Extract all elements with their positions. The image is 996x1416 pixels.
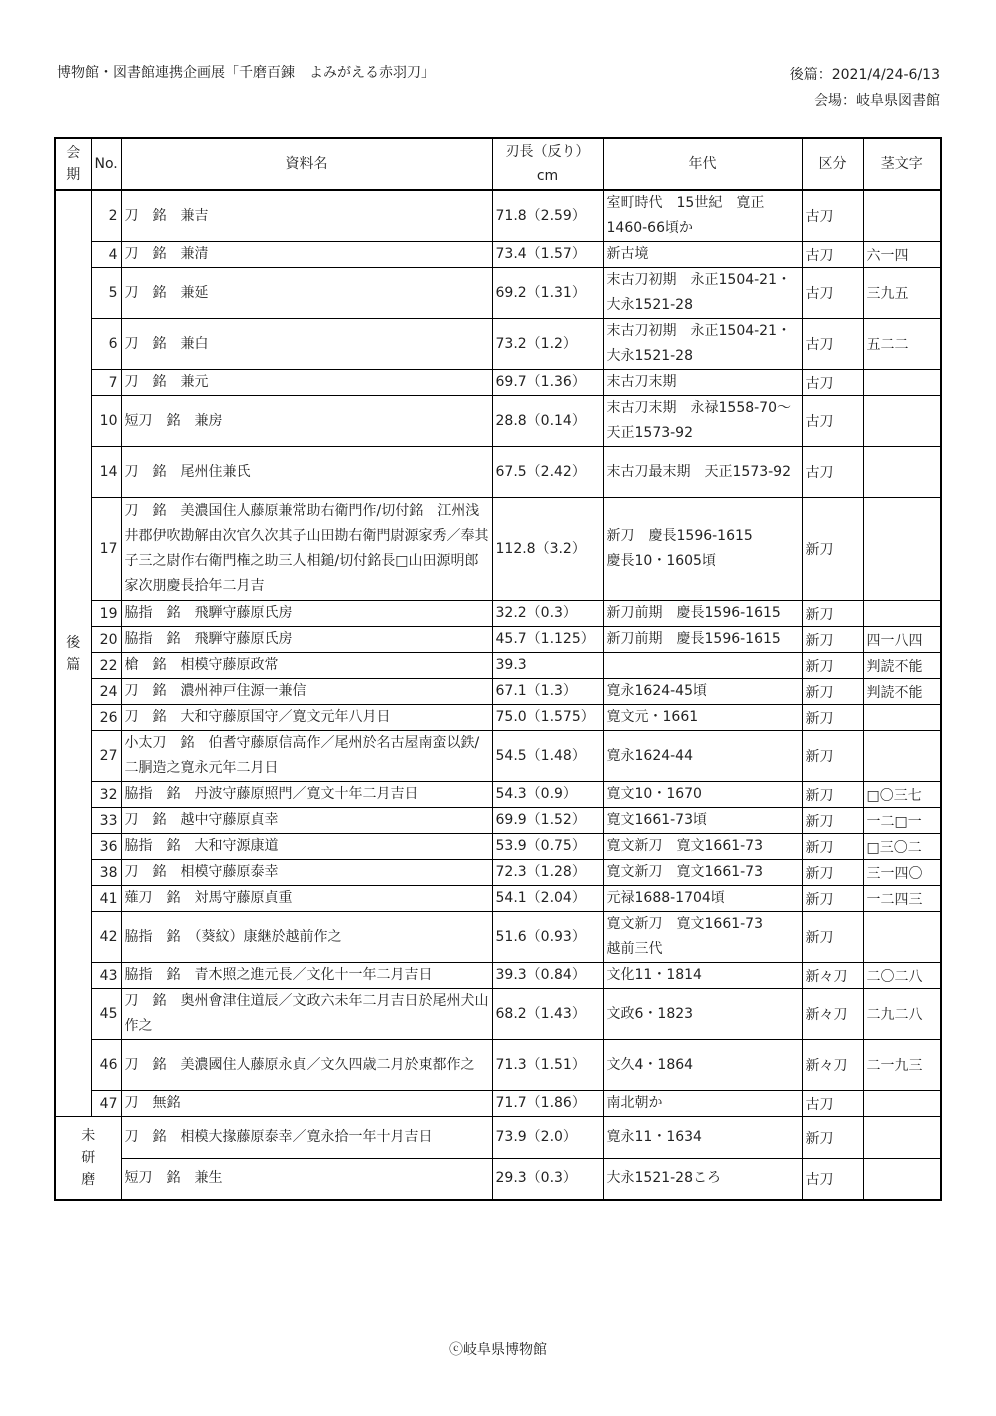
- col-session-label: 会期: [66, 144, 81, 183]
- table-row: [55, 834, 941, 860]
- row-era: 新古境: [603, 242, 802, 268]
- table-row: [55, 731, 941, 782]
- row-name: 刀 銘 兼清: [121, 242, 492, 268]
- session-label: 後篇: [66, 634, 81, 673]
- row-no: 7: [91, 370, 121, 396]
- row-length: 73.2（1.2）: [492, 319, 603, 370]
- row-name: 脇指 銘 飛騨守藤原氏房: [121, 601, 492, 627]
- row-name: 刀 銘 美濃国住人藤原兼常助右衛門作/切付銘 江州浅井郡伊吹勘解由次官久次其子山田勘右衛門尉源家秀／奉其子三之尉作右衛門権之助三人相鎚/切付銘長□山田源明郎家次朋慶長拾年二月吉: [121, 498, 492, 601]
- row-no: 45: [91, 989, 121, 1040]
- row-name: 刀 無銘: [121, 1091, 492, 1117]
- table-row: [55, 705, 941, 731]
- row-name: 小太刀 銘 伯耆守藤原信高作／尾州於名古屋南蛮以鉄/二胴造之寛永元年二月日: [121, 731, 492, 782]
- row-length: 72.3（1.28）: [492, 860, 603, 886]
- row-era: 文政6・1823: [603, 989, 802, 1040]
- row-category: 古刀: [802, 447, 863, 498]
- table-row: [55, 1117, 941, 1159]
- unpolished-label: 未研磨: [81, 1127, 96, 1188]
- row-name: 脇指 銘 丹波守藤原照門／寛文十年二月吉日: [121, 782, 492, 808]
- row-era: 寛永1624-45頃: [603, 679, 802, 705]
- row-length: 71.8（2.59）: [492, 190, 603, 242]
- row-kanji: [863, 1117, 941, 1159]
- row-era: 元禄1688-1704頃: [603, 886, 802, 912]
- row-length: 53.9（0.75）: [492, 834, 603, 860]
- row-category: 古刀: [802, 190, 863, 242]
- col-length: [492, 138, 603, 190]
- row-kanji: [863, 1091, 941, 1117]
- table-row: [55, 242, 941, 268]
- row-length: 45.7（1.125）: [492, 627, 603, 653]
- row-no: 42: [91, 912, 121, 963]
- row-kanji: [863, 731, 941, 782]
- row-length: 69.2（1.31）: [492, 268, 603, 319]
- row-kanji: 五二二: [863, 319, 941, 370]
- row-era: 寛文元・1661: [603, 705, 802, 731]
- row-era: 末古刀初期 永正1504-21・大永1521-28: [603, 268, 802, 319]
- row-no: 32: [91, 782, 121, 808]
- table-row: [55, 601, 941, 627]
- row-no: 14: [91, 447, 121, 498]
- row-category: 新刀: [802, 912, 863, 963]
- row-length: 75.0（1.575）: [492, 705, 603, 731]
- row-era: 寛永11・1634: [603, 1117, 802, 1159]
- row-length: 73.9（2.0）: [492, 1117, 603, 1159]
- row-era: 寛文10・1670: [603, 782, 802, 808]
- row-name: 刀 銘 奥州會津住道辰／文政六未年二月吉日於尾州犬山作之: [121, 989, 492, 1040]
- row-era: [603, 653, 802, 679]
- row-kanji: [863, 601, 941, 627]
- exhibition-period: 後篇：2021/4/24-6/13: [789, 67, 940, 83]
- row-length: 68.2（1.43）: [492, 989, 603, 1040]
- row-category: 新刀: [802, 601, 863, 627]
- row-kanji: [863, 705, 941, 731]
- col-no: No.: [91, 138, 121, 190]
- row-category: 新刀: [802, 782, 863, 808]
- row-length: 71.3（1.51）: [492, 1040, 603, 1091]
- row-length: 51.6（0.93）: [492, 912, 603, 963]
- col-era: 年代: [603, 138, 802, 190]
- row-name: 刀 銘 美濃國住人藤原永貞／文久四歳二月於東都作之: [121, 1040, 492, 1091]
- row-name: 槍 銘 相模守藤原政常: [121, 653, 492, 679]
- row-era: 寛文新刀 寛文1661-73 越前三代: [603, 912, 802, 963]
- row-kanji: [863, 370, 941, 396]
- row-kanji: 判読不能: [863, 653, 941, 679]
- row-kanji: [863, 396, 941, 447]
- row-kanji: 二〇二八: [863, 963, 941, 989]
- col-length-unit: cm: [536, 168, 559, 184]
- table-row: [55, 886, 941, 912]
- row-no: 24: [91, 679, 121, 705]
- row-era: 寛文新刀 寛文1661-73: [603, 834, 802, 860]
- row-length: 29.3（0.3）: [492, 1159, 603, 1200]
- row-category: 古刀: [802, 1159, 863, 1200]
- row-category: 新刀: [802, 627, 863, 653]
- row-length: 28.8（0.14）: [492, 396, 603, 447]
- row-name: 刀 銘 兼吉: [121, 190, 492, 242]
- row-category: 新々刀: [802, 1040, 863, 1091]
- table-row: [55, 319, 941, 370]
- row-kanji: 四一八四: [863, 627, 941, 653]
- row-no: 46: [91, 1040, 121, 1091]
- row-era: 新刀前期 慶長1596-1615: [603, 601, 802, 627]
- row-kanji: 二九二八: [863, 989, 941, 1040]
- row-no: 17: [91, 498, 121, 601]
- row-name: 短刀 銘 兼房: [121, 396, 492, 447]
- row-kanji: 六一四: [863, 242, 941, 268]
- row-category: 新刀: [802, 886, 863, 912]
- table-row: [55, 190, 941, 242]
- row-name: 脇指 銘 青木照之進元長／文化十一年二月吉日: [121, 963, 492, 989]
- table-row: [55, 268, 941, 319]
- row-kanji: [863, 912, 941, 963]
- sword-list-table: [54, 137, 942, 1201]
- row-category: 新刀: [802, 679, 863, 705]
- row-length: 39.3（0.84）: [492, 963, 603, 989]
- row-era: 末古刀最末期 天正1573-92: [603, 447, 802, 498]
- row-name: 薙刀 銘 対馬守藤原貞重: [121, 886, 492, 912]
- row-category: 新刀: [802, 705, 863, 731]
- row-no: 43: [91, 963, 121, 989]
- row-category: 新刀: [802, 834, 863, 860]
- row-kanji: 三一四〇: [863, 860, 941, 886]
- session-cell: [55, 190, 91, 1117]
- table-row: [55, 1040, 941, 1091]
- row-name: 刀 銘 濃州神戸住源一兼信: [121, 679, 492, 705]
- row-name: 刀 銘 尾州住兼氏: [121, 447, 492, 498]
- row-category: 新刀: [802, 498, 863, 601]
- row-no: 41: [91, 886, 121, 912]
- exhibition-venue: 会場：岐阜県図書館: [814, 93, 940, 109]
- row-era: 室町時代 15世紀 寛正1460-66頃か: [603, 190, 802, 242]
- row-era: 末古刀末期: [603, 370, 802, 396]
- row-kanji: [863, 498, 941, 601]
- row-category: 新々刀: [802, 989, 863, 1040]
- row-length: 67.1（1.3）: [492, 679, 603, 705]
- row-name: 脇指 銘 （葵紋）康継於越前作之: [121, 912, 492, 963]
- col-session: [55, 138, 91, 190]
- row-length: 112.8（3.2）: [492, 498, 603, 601]
- table-row: [55, 679, 941, 705]
- row-era: 大永1521-28ころ: [603, 1159, 802, 1200]
- row-length: 54.5（1.48）: [492, 731, 603, 782]
- row-era: 末古刀末期 永禄1558-70～天正1573-92: [603, 396, 802, 447]
- row-category: 新々刀: [802, 963, 863, 989]
- row-name: 脇指 銘 飛騨守藤原氏房: [121, 627, 492, 653]
- row-category: 古刀: [802, 268, 863, 319]
- row-era: 寛文新刀 寛文1661-73: [603, 860, 802, 886]
- row-kanji: □〇三七: [863, 782, 941, 808]
- row-length: 54.3（0.9）: [492, 782, 603, 808]
- row-name: 刀 銘 相模守藤原泰幸: [121, 860, 492, 886]
- row-category: 新刀: [802, 653, 863, 679]
- table-body: [55, 190, 941, 1200]
- row-length: 54.1（2.04）: [492, 886, 603, 912]
- table-row: [55, 808, 941, 834]
- row-name: 刀 銘 兼元: [121, 370, 492, 396]
- row-no: 33: [91, 808, 121, 834]
- row-no: 4: [91, 242, 121, 268]
- table-row: [55, 1159, 941, 1200]
- row-kanji: 判読不能: [863, 679, 941, 705]
- row-kanji: [863, 1159, 941, 1200]
- table-row: [55, 782, 941, 808]
- row-category: 新刀: [802, 808, 863, 834]
- row-category: 新刀: [802, 860, 863, 886]
- row-no: 22: [91, 653, 121, 679]
- row-category: 古刀: [802, 1091, 863, 1117]
- row-era: 文久4・1864: [603, 1040, 802, 1091]
- col-category: 区分: [802, 138, 863, 190]
- table-row: [55, 370, 941, 396]
- row-kanji: 一二四三: [863, 886, 941, 912]
- table-row: [55, 396, 941, 447]
- row-name: 刀 銘 兼白: [121, 319, 492, 370]
- row-no: 38: [91, 860, 121, 886]
- row-no: 26: [91, 705, 121, 731]
- row-name: 刀 銘 兼延: [121, 268, 492, 319]
- row-era: 寛文1661-73頃: [603, 808, 802, 834]
- row-era: 新刀 慶長1596-1615 慶長10・1605頃: [603, 498, 802, 601]
- table-row: [55, 963, 941, 989]
- row-name: 刀 銘 相模大掾藤原泰幸／寛永拾一年十月吉日: [121, 1117, 492, 1159]
- row-length: 32.2（0.3）: [492, 601, 603, 627]
- table-header-row: [55, 138, 941, 190]
- row-kanji: 二一九三: [863, 1040, 941, 1091]
- row-kanji: [863, 447, 941, 498]
- row-era: 南北朝か: [603, 1091, 802, 1117]
- col-length-label: 刃長（反り）: [505, 144, 590, 160]
- col-name: 資料名: [121, 138, 492, 190]
- row-era: 新刀前期 慶長1596-1615: [603, 627, 802, 653]
- table-row: [55, 498, 941, 601]
- row-category: 古刀: [802, 242, 863, 268]
- row-no: 19: [91, 601, 121, 627]
- row-era: 末古刀初期 永正1504-21・大永1521-28: [603, 319, 802, 370]
- row-length: 73.4（1.57）: [492, 242, 603, 268]
- row-name: 刀 銘 大和守藤原国守／寛文元年八月日: [121, 705, 492, 731]
- row-no: 20: [91, 627, 121, 653]
- table-row: [55, 912, 941, 963]
- row-no: 10: [91, 396, 121, 447]
- row-name: 脇指 銘 大和守源康道: [121, 834, 492, 860]
- unpolished-cell: [55, 1117, 121, 1200]
- row-length: 71.7（1.86）: [492, 1091, 603, 1117]
- row-no: 47: [91, 1091, 121, 1117]
- row-name: 短刀 銘 兼生: [121, 1159, 492, 1200]
- row-no: 36: [91, 834, 121, 860]
- row-category: 新刀: [802, 1117, 863, 1159]
- row-category: 新刀: [802, 731, 863, 782]
- row-category: 古刀: [802, 370, 863, 396]
- row-length: 39.3: [492, 653, 603, 679]
- row-length: 69.9（1.52）: [492, 808, 603, 834]
- row-kanji: [863, 190, 941, 242]
- table-row: [55, 653, 941, 679]
- table-row: [55, 1091, 941, 1117]
- row-category: 古刀: [802, 396, 863, 447]
- col-kanji: 茎文字: [863, 138, 941, 190]
- row-no: 5: [91, 268, 121, 319]
- table-row: [55, 989, 941, 1040]
- row-no: 2: [91, 190, 121, 242]
- row-kanji: □三〇二: [863, 834, 941, 860]
- row-length: 67.5（2.42）: [492, 447, 603, 498]
- row-era: 寛永1624-44: [603, 731, 802, 782]
- row-era: 文化11・1814: [603, 963, 802, 989]
- table-row: [55, 447, 941, 498]
- row-no: 27: [91, 731, 121, 782]
- row-name: 刀 銘 越中守藤原貞幸: [121, 808, 492, 834]
- row-kanji: 三九五: [863, 268, 941, 319]
- row-length: 69.7（1.36）: [492, 370, 603, 396]
- row-no: 6: [91, 319, 121, 370]
- row-category: 古刀: [802, 319, 863, 370]
- exhibition-title: 博物館・図書館連携企画展「千磨百錬 よみがえる赤羽刀」: [57, 65, 435, 81]
- table-row: [55, 860, 941, 886]
- table-row: [55, 627, 941, 653]
- header-info: [790, 62, 940, 114]
- copyright-footer: ⓒ岐阜県博物館: [449, 1342, 547, 1358]
- row-kanji: 一二□一: [863, 808, 941, 834]
